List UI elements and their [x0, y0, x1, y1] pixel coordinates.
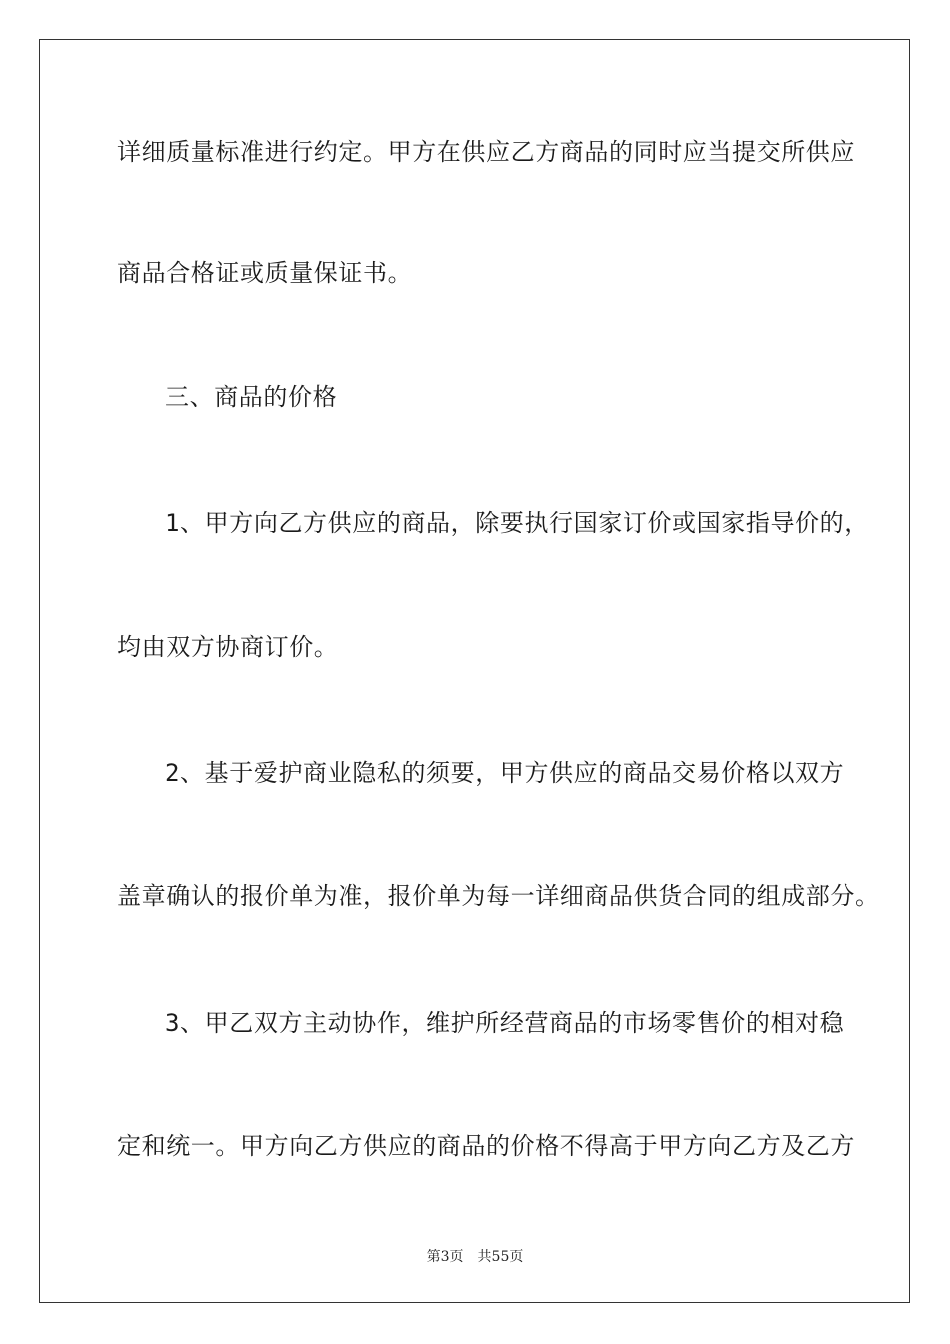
- page-footer: [0, 1246, 950, 1266]
- body-line-5: 均由双方协商订价。: [117, 633, 339, 661]
- body-line-9: 定和统一。甲方向乙方供应的商品的价格不得高于甲方向乙方及乙方: [117, 1132, 855, 1160]
- page-total: 共55页: [477, 1249, 524, 1265]
- section-heading: 三、商品的价格: [165, 383, 338, 411]
- body-line-8: 3、甲乙双方主动协作，维护所经营商品的市场零售价的相对稳: [165, 1009, 845, 1037]
- body-line-1: 详细质量标准进行约定。甲方在供应乙方商品的同时应当提交所供应: [117, 138, 855, 166]
- body-line-2: 商品合格证或质量保证书。: [117, 259, 413, 287]
- body-line-7: 盖章确认的报价单为准，报价单为每一详细商品供货合同的组成部分。: [117, 882, 880, 910]
- body-line-4: 1、甲方向乙方供应的商品，除要执行国家订价或国家指导价的，: [165, 509, 869, 537]
- body-line-6: 2、基于爱护商业隐私的须要，甲方供应的商品交易价格以双方: [165, 759, 845, 787]
- page-frame: [39, 39, 910, 1303]
- page-number: 第3页: [426, 1249, 464, 1265]
